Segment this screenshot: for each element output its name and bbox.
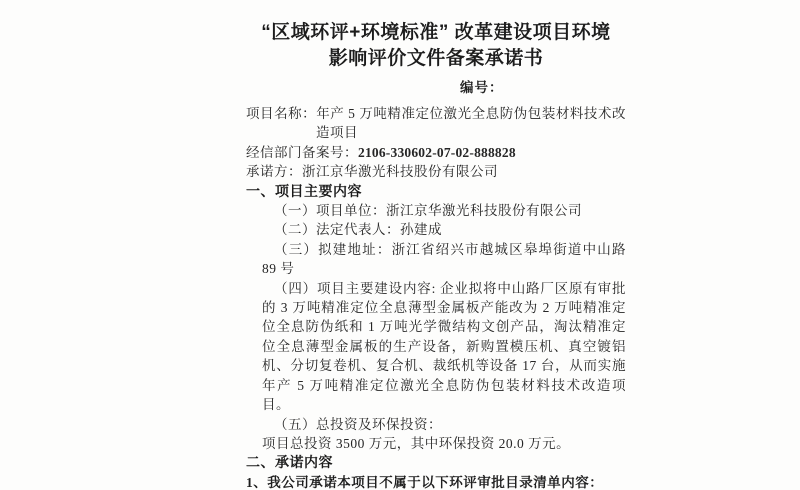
- section1-item-proposed-address: （三）拟建地址：浙江省绍兴市越城区皋埠街道中山路 89 号: [262, 241, 626, 277]
- record-number-value: 2106-330602-07-02-888828: [358, 144, 516, 160]
- section2-heading: 二、承诺内容: [246, 454, 333, 471]
- section2-item-1: 1、我公司承诺本项目不属于以下环评审批目录清单内容：: [246, 474, 604, 490]
- project-name-value: 年产 5 万吨精准定位激光全息防伪包装材料技术改造项目: [316, 106, 627, 141]
- project-name-label: 项目名称：: [246, 106, 317, 121]
- serial-number-label: 编号：: [460, 80, 504, 95]
- document-title-line-1: “区域环评+环境标准” 改革建设项目环境: [261, 22, 611, 43]
- section1-item-project-unit: （一）项目单位：浙江京华激光科技股份有限公司: [274, 203, 582, 219]
- field-project-name: [246, 104, 626, 143]
- field-promisor: [246, 162, 626, 181]
- document-title: [246, 20, 626, 72]
- document-body: [246, 20, 626, 490]
- promisor-label: 承诺方：: [246, 164, 302, 180]
- section1-item-construction-content: （四）项目主要建设内容: 企业拟将中山路厂区原有审批的 3 万吨精准定位全息薄型金属板产能改为 2 万吨精准定位全息防伪纸和 1 万吨光学微结构文创产品，淘汰精准定位全息薄型金属板的生产设备，新购置模压机、真空镀铝机、分切复卷机、复合机、裁纸机等设备 17 台，从而实施年产 5 万吨精准定位激光全息防伪包装材料技术改造项目。: [262, 280, 626, 413]
- promisor-value: 浙江京华激光科技股份有限公司: [302, 164, 498, 180]
- section1-investment-detail: 项目总投资 3500 万元，其中环保投资 20.0 万元。: [262, 435, 571, 451]
- section1-item-investment-heading: （五）总投资及环保投资：: [274, 416, 442, 432]
- section1-item-legal-representative: （二）法定代表人：孙建成: [274, 222, 442, 238]
- section1-heading: 一、项目主要内容: [246, 182, 362, 199]
- document-title-line-2: 影响评价文件备案承诺书: [328, 48, 544, 69]
- field-record-number: [246, 143, 626, 162]
- record-number-label: 经信部门备案号：: [246, 144, 358, 160]
